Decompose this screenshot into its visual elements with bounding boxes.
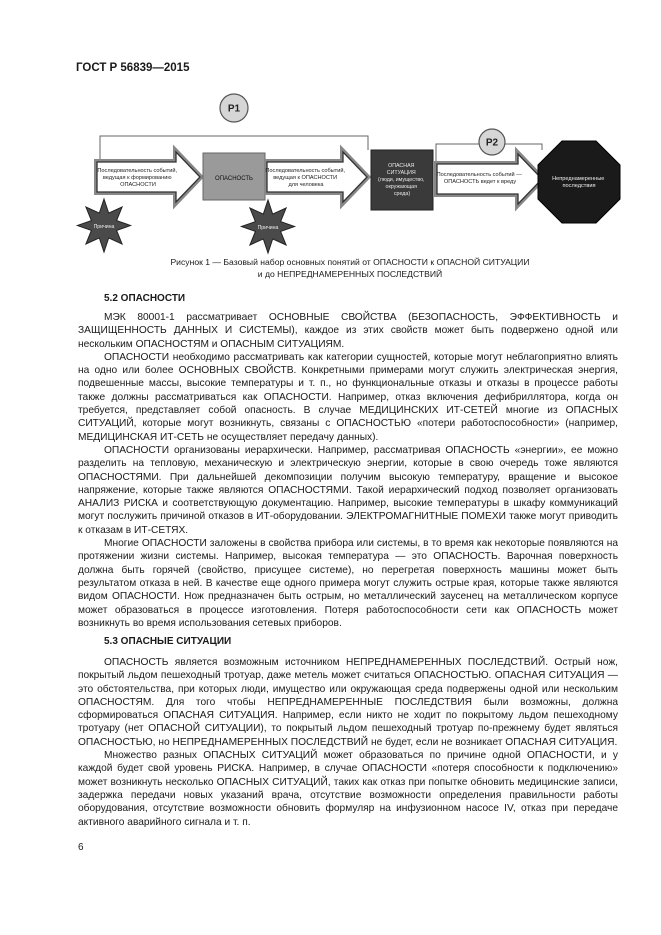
paragraph: ОПАСНОСТЬ является возможным источником НЕПРЕДНАМЕРЕННЫХ ПОСЛЕДСТВИЙ. Острый нож, покрытый льдом пешеходный тротуар, даже метель может считаться ОПАСНОСТЬЮ. ОПАСНАЯ СИТУАЦИЯ — это обстоятельства, при которых люди, имущество или окружающая среда подвержены одной или нескольким ОПАСНОСТЯМ. Для того чтобы НЕПРЕДНАМЕРЕННЫЕ ПОСЛЕДСТВИЯ были возможны, должна сформироваться ОПАСНАЯ СИТУАЦИЯ. Например, если никто не ходит по покрытому льдом пешеходному тротуару (нет ОПАСНОЙ СИТУАЦИИ), то покрытый льдом пешеходный тротуар по-прежнему будет являться ОПАСНОСТЬЮ, но НЕПРЕДНАМЕРЕННЫХ ПОСЛЕДСТВИЙ не будет, если не возникает ОПАСНАЯ СИТУАЦИЯ. xyxy=(78,657,618,748)
octagon-line1: Непреднамеренные xyxy=(552,176,605,182)
paragraph: Многие ОПАСНОСТИ заложены в свойства прибора или системы, в то время как некоторые появляются на протяжении жизни системы. Например, высокая температура — это ОПАСНОСТЬ. Варочная поверхность должна быть горячей (свойство, присущее системе), но перегретая поверхность машины может быть результатом отказа в ней. В качестве еще одного примера могут служить острые края, которые также являются видом ОПАСНОСТИ. Нож предназначен быть острым, но металлический заусенец на металлическом корпусе может образоваться в процессе изготовления. Потеря работоспособности сети как ОПАСНОСТЬ может возникнуть во время использования сетевых приборов. xyxy=(78,538,618,629)
arrow1-line3: ОПАСНОСТИ xyxy=(120,182,156,188)
caption-line-1: Рисунок 1 — Базовый набор основных понятий от ОПАСНОСТИ к ОПАСНОЙ СИТУАЦИИ xyxy=(170,257,530,267)
arrow2-line2: ведущая к ОПАСНОСТИ xyxy=(273,175,338,181)
section-body-5-3 xyxy=(78,656,618,829)
page-number: 6 xyxy=(78,842,84,853)
section-title-5-2: 5.2 ОПАСНОСТИ xyxy=(104,293,186,304)
situation-line2: СИТУАЦИЯ xyxy=(386,170,416,176)
arrow-event-sequence-1 xyxy=(97,152,200,202)
situation-line5: среда) xyxy=(393,191,411,197)
arrow3-line2: ОПАСНОСТЬ ведет к вреду xyxy=(443,179,517,185)
hazard-box xyxy=(203,153,265,200)
situation-line3: (люди, имущество, xyxy=(378,177,425,183)
section-body-5-2 xyxy=(78,311,618,630)
star2-label: Причина xyxy=(257,225,279,231)
p1-marker xyxy=(220,94,248,122)
concept-diagram xyxy=(0,0,661,260)
star1-label: Причина xyxy=(93,224,115,230)
arrow1-line2: ведущая к формированию xyxy=(102,175,172,181)
figure-caption xyxy=(60,256,640,280)
cause-star-2 xyxy=(241,200,294,253)
hazardous-situation-box xyxy=(371,150,433,210)
p2-label: P2 xyxy=(485,137,499,149)
arrow3-line1: Последовательность событий — xyxy=(436,172,522,178)
paragraph: ОПАСНОСТИ необходимо рассматривать как категории сущностей, которые могут неблагоприятно влиять на одно или более ОСНОВНЫХ СВОЙСТВ. Конкретными примерами могут служить электрическая энергия, подвешенные массы, высокие температуры и т. п., но функциональные отказы и отказы в процессе работы также должны рассматриваться как ОПАСНОСТИ. Например, отказ включения дефибриллятора, когда он требуется, представляет собой опасность. В случае МЕДИЦИНСКИХ ИТ-СЕТЕЙ многие из ОПАСНЫХ СИТУАЦИЙ, которые могут возникнуть, связаны с ОПАСНОСТЬЮ «потери работоспособности» (например, МЕДИЦИНСКАЯ ИТ-СЕТЬ не осуществляет передачу данных). xyxy=(78,351,618,443)
unintended-consequences-octagon xyxy=(538,141,620,223)
paragraph: ОПАСНОСТИ организованы иерархически. Например, рассматривая ОПАСНОСТЬ «энергии», ее можно разделить на тепловую, механическую и электрическую энергии, которые в свою очередь тоже являются ОПАСНОСТЯМИ. При дальнейшей декомпозиции получим высокую температуру, вращение и высокое напряжение, которые также являются ОПАСНОСТЯМИ. Такой иерархический подход позволяет организовать АНАЛИЗ РИСКА и соответствующую документацию. Например, высокие температуры в шкафу коммуникаций могут послужить причиной отказов в ИТ-оборудовании. ЭЛЕКТРОМАГНИТНЫЕ ПОМЕХИ также могут приводить к отказам в ИТ-СЕТЯХ. xyxy=(78,444,618,536)
arrow-event-sequence-3 xyxy=(437,154,542,204)
arrow-event-sequence-2 xyxy=(265,152,367,202)
paragraph: МЭК 80001-1 рассматривает ОСНОВНЫЕ СВОЙСТВА (БЕЗОПАСНОСТЬ, ЭФФЕКТИВНОСТЬ и ЗАЩИЩЕННОСТЬ ДАННЫХ И СИСТЕМЫ), каждое из этих свойств может быть подвержено одной или нескольким ОПАСНОСТЯМ и ОПАСНЫМ СИТУАЦИЯМ. xyxy=(78,312,618,350)
arrow2-line3: для человека xyxy=(288,182,324,188)
hazard-box-label: ОПАСНОСТЬ xyxy=(215,176,253,182)
p2-marker xyxy=(479,129,505,155)
cause-star-1 xyxy=(77,199,130,252)
octagon-line2: последствия xyxy=(562,183,596,189)
document-header: ГОСТ Р 56839—2015 xyxy=(76,62,190,74)
situation-line1: ОПАСНАЯ xyxy=(388,163,415,169)
caption-line-2: и до НЕПРЕДНАМЕРЕННЫХ ПОСЛЕДСТВИЙ xyxy=(257,269,443,279)
paragraph: Множество разных ОПАСНЫХ СИТУАЦИЙ может образоваться по причине одной ОПАСНОСТИ, и у каждой будет свой уровень РИСКА. Например, в случае ОПАСНОСТИ «потеря способности к подключению» может возникнуть несколько ОПАСНЫХ СИТУАЦИЙ, таких как отказ при попытке обновить медицинские записи, задержка передачи новых указаний врача, отсутствие возможности определения правильности работы оборудования, отсутствие возможности обновить формуляр на инфузионном насосе IV, отказ при передаче активного аварийного сигнала и т. п. xyxy=(78,750,618,828)
situation-line4: окружающая xyxy=(385,184,418,190)
arrow2-line1: Последовательность событий, xyxy=(265,168,346,174)
section-title-5-3: 5.3 ОПАСНЫЕ СИТУАЦИИ xyxy=(104,636,232,647)
p1-label: P1 xyxy=(227,103,241,115)
arrow1-line1: Последовательность событий, xyxy=(97,168,178,174)
